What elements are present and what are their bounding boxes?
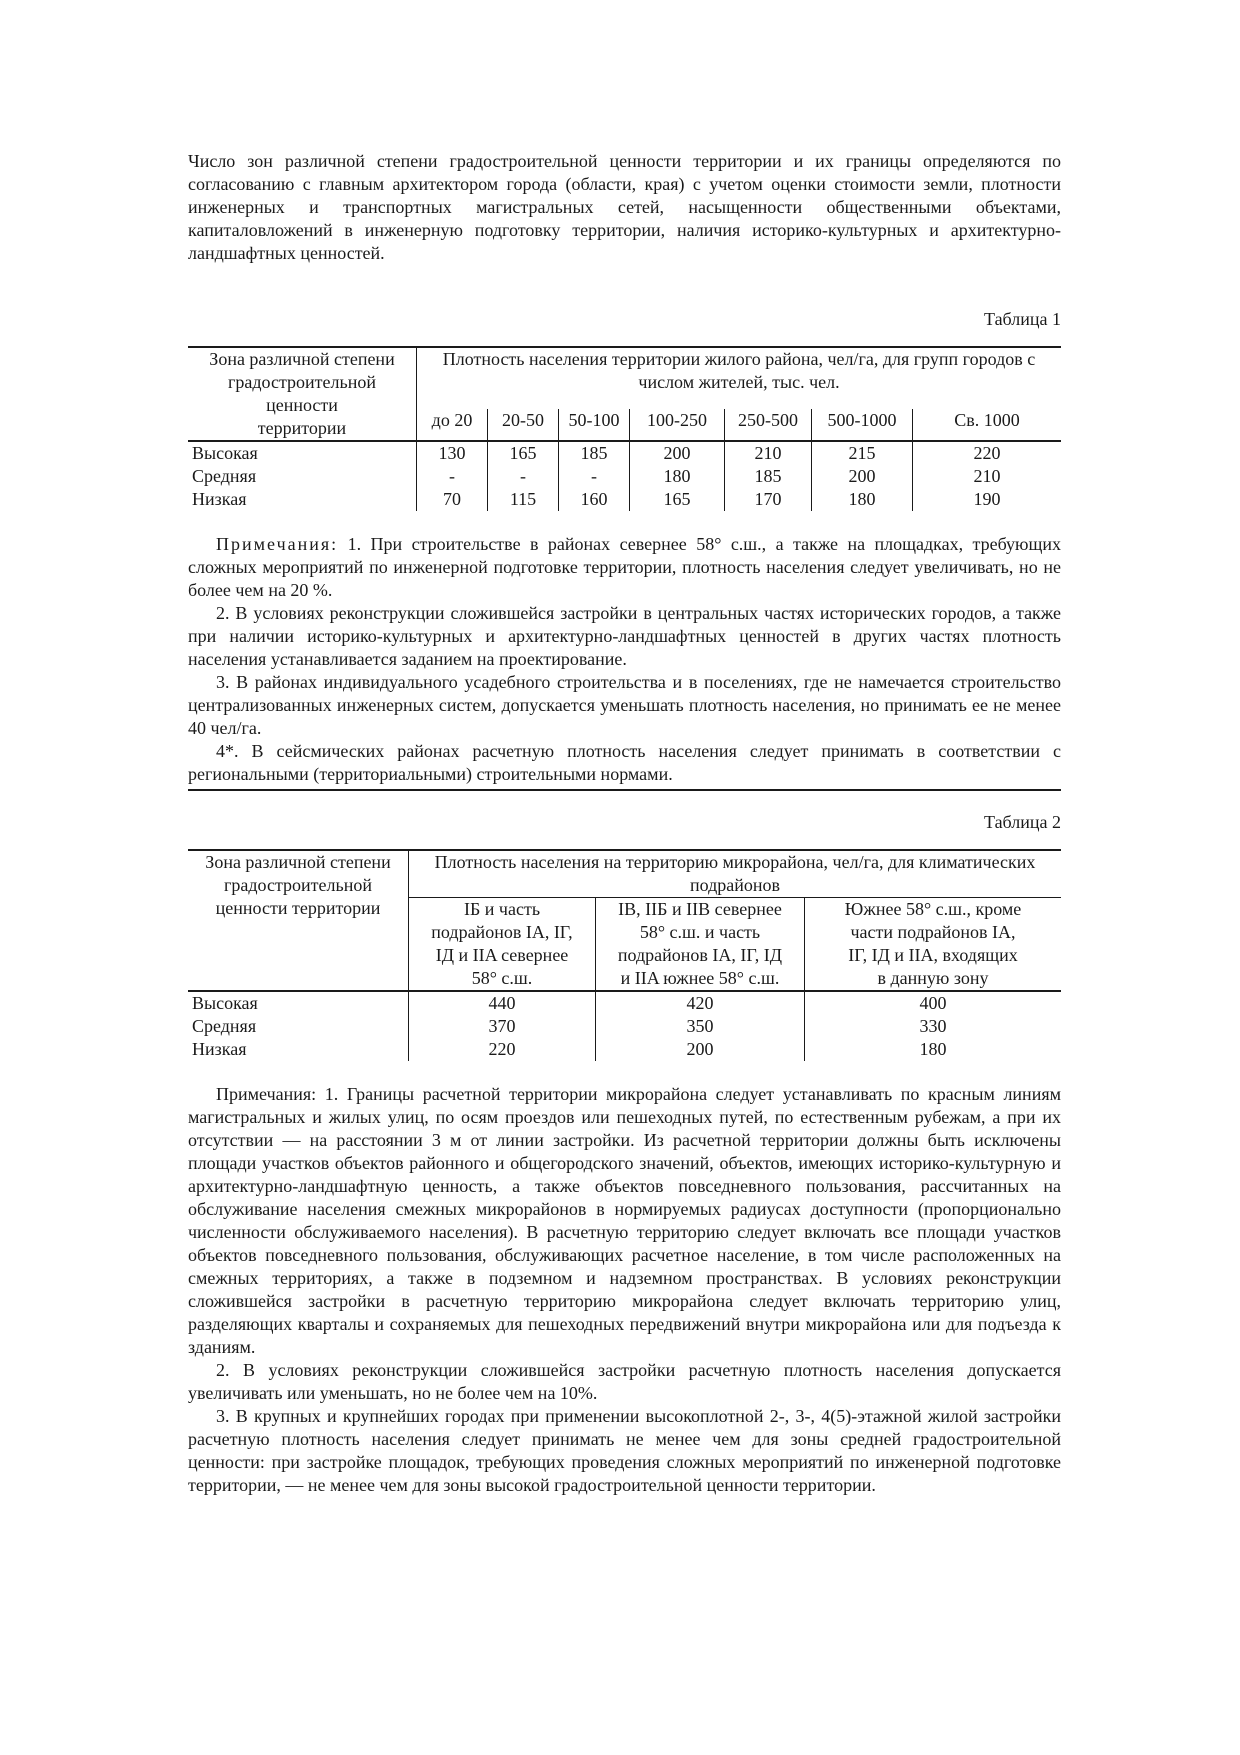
table2-note-2: 2. В условиях реконструкции сложившейся застройки расчетную плотность населения допускается увеличивать или уменьшать, но не более чем на 10%. (188, 1360, 1061, 1403)
table1-value-cell: - (417, 465, 488, 488)
table2-col-header-line: подрайонов IA, IГ, IД (617, 945, 783, 965)
table1-col-header: до 20 (417, 409, 488, 441)
table1-value-cell: 170 (725, 488, 812, 511)
table1-zone-cell: Средняя (188, 465, 417, 488)
table2-col-header-line: IБ и часть (463, 899, 541, 919)
table-row (188, 488, 1061, 511)
table-row (188, 465, 1061, 488)
table2-col-header (409, 898, 596, 992)
table1-zone-header (188, 347, 417, 441)
table1-value-cell: 185 (559, 441, 630, 465)
table1-value-cell: 200 (630, 441, 725, 465)
table1-col-header: 20-50 (488, 409, 559, 441)
table-row (188, 1038, 1061, 1061)
table2-col-header-line: 58° с.ш. (471, 968, 533, 988)
table2 (188, 849, 1061, 1061)
table1-value-cell: 160 (559, 488, 630, 511)
table-row (188, 441, 1061, 465)
table2-note-1: Примечания: 1. Границы расчетной территории микрорайона следует устанавливать по красным линиям магистральных и жилых улиц, по осям проездов или пешеходных путей, по естественным рубежам, а при их отсутствии — на расстоянии 3 м от линии застройки. Из расчетной территории должны быть исключены площади участков объектов районного и общегородского значений, объектов, имеющих историко-культурную и архитектурно-ландшафтную ценность, а также объектов повседневного пользования, рассчитанных на обслуживание населения смежных микрорайонов в нормируемых радиусах доступности (пропорционально численности обслуживаемого населения). В расчетную территорию следует включать все площади участков объектов повседневного пользования, обслуживающих расчетное население, в том числе расположенных на смежных территориях, а также в подземном и надземном пространствах. В условиях реконструкции сложившейся застройки в расчетную территорию микрорайона следует включать территорию улиц, разделяющих кварталы и сохраняемых для пешеходных передвижений внутри микрорайона или для подъезда к зданиям. (188, 1084, 1061, 1357)
table2-col-header-line: в данную зону (877, 968, 989, 988)
table1-value-cell: 165 (488, 441, 559, 465)
table2-note-3: 3. В крупных и крупнейших городах при применении высокоплотной 2-, 3-, 4(5)-этажной жилой застройки расчетную плотность населения следует принимать не менее чем для зоны средней градостроительной ценности: при застройке площадок, требующих проведения сложных мероприятий по инженерной подготовке территории, — не менее чем для зоны высокой градостроительной ценности территории. (188, 1406, 1061, 1495)
table1-value-cell: 220 (973, 443, 1001, 463)
table2-col-header-line: IГ, IД и IIA, входящих (848, 945, 1018, 965)
table1-value-cell: 185 (725, 465, 812, 488)
table1 (188, 346, 1061, 511)
table1-value-cell: 115 (488, 488, 559, 511)
table1-value-cell: 200 (812, 465, 913, 488)
table2-value-cell: 200 (596, 1038, 805, 1061)
table2-col-header-line: части подрайонов IA, (850, 922, 1016, 942)
table1-value-cell: 165 (630, 488, 725, 511)
table1-caption: Таблица 1 (984, 309, 1061, 329)
table2-zone-header-line: ценности территории (215, 898, 381, 918)
table2-zone-cell: Средняя (188, 1015, 409, 1038)
table-row (188, 991, 1061, 1015)
table1-value-cell: 210 (725, 441, 812, 465)
table1-value-cell: 130 (417, 441, 488, 465)
table2-value-cell: 400 (919, 993, 947, 1013)
table2-group-header: Плотность населения на территорию микрорайона, чел/га, для климатических подрайонов (409, 850, 1062, 898)
table1-note-2: 2. В условиях реконструкции сложившейся застройки в центральных частях исторических городов, а также при наличии историко-культурных и архитектурно-ландшафтных ценностей в других частях плотность населения устанавливается заданием на проектирование. (188, 603, 1061, 669)
table2-col-header-line: и IIA южнее 58° с.ш. (620, 968, 780, 988)
table1-zone-cell: Низкая (188, 488, 417, 511)
table2-value-cell: 420 (596, 991, 805, 1015)
table2-value-cell: 220 (409, 1038, 596, 1061)
table1-zone-header-line: Зона различной степени (209, 349, 395, 369)
table1-value-cell: 180 (630, 465, 725, 488)
table2-value-cell: 180 (919, 1039, 947, 1059)
table1-note-1 (188, 533, 1061, 602)
table2-col-header (805, 898, 1062, 992)
table1-group-header: Плотность населения территории жилого района, чел/га, для групп городов с числом жителей, тыс. чел. (442, 349, 1036, 392)
table2-col-header (596, 898, 805, 992)
table2-col-header-line: 58° с.ш. и часть (639, 922, 761, 942)
table1-col-header: 50-100 (559, 409, 630, 441)
table1-col-header: 250-500 (725, 409, 812, 441)
table2-zone-cell: Высокая (188, 991, 409, 1015)
table2-value-cell: 370 (409, 1015, 596, 1038)
table1-col-header: 500-1000 (812, 409, 913, 441)
notes-label: Примечания: (216, 534, 339, 554)
table2-col-header-line: подрайонов IA, IГ, (431, 922, 573, 942)
table-row (188, 1015, 1061, 1038)
table2-zone-header-line: градостроительной (224, 875, 372, 895)
table2-col-header-line: IД и IIA севернее (435, 945, 569, 965)
intro-paragraph: Число зон различной степени градостроительной ценности территории и их границы определяются по согласованию с главным архитектором города (области, края) с учетом оценки стоимости земли, плотности инженерных и транспортных магистральных сетей, насыщенности общественными объектами, капиталовложений в инженерную подготовку территории, наличия историко-культурных и архитектурно-ландшафтных ценностей. (188, 151, 1061, 263)
table1-zone-header-line: территории (257, 418, 347, 438)
table1-col-header: 100-250 (630, 409, 725, 441)
document-page (188, 150, 1061, 1497)
table2-col-header-line: IB, IIБ и IIB севернее (618, 899, 782, 919)
table1-note-4: 4*. В сейсмических районах расчетную плотность населения следует принимать в соответствии с региональными (территориальными) строительными нормами. (188, 741, 1061, 784)
table1-value-cell: - (559, 465, 630, 488)
table1-value-cell: 190 (973, 489, 1001, 509)
table1-value-cell: 215 (812, 441, 913, 465)
table2-zone-header (188, 850, 409, 991)
table2-value-cell: 350 (596, 1015, 805, 1038)
table2-value-cell: 330 (919, 1016, 947, 1036)
table1-value-cell: - (488, 465, 559, 488)
table1-zone-cell: Высокая (188, 441, 417, 465)
table2-col-header-line: Южнее 58° с.ш., кроме (844, 899, 1022, 919)
table2-zone-header-line: Зона различной степени (205, 852, 391, 872)
table2-caption: Таблица 2 (984, 812, 1061, 832)
table1-zone-header-line: градостроительной ценности (228, 372, 376, 415)
table1-value-cell: 70 (417, 488, 488, 511)
table1-value-cell: 180 (812, 488, 913, 511)
note-text: 1. При строительстве в районах севернее 58° с.ш., а также на площадках, требующих сложных мероприятий по инженерной подготовке территории, плотность населения следует увеличивать, но не более чем на 20 %. (188, 534, 1061, 600)
table1-col-header: Св. 1000 (954, 410, 1020, 431)
table2-value-cell: 440 (409, 991, 596, 1015)
table2-zone-cell: Низкая (188, 1038, 409, 1061)
table1-value-cell: 210 (973, 466, 1001, 486)
table1-note-3: 3. В районах индивидуального усадебного строительства и в поселениях, где не намечается строительство централизованных инженерных систем, допускается уменьшать плотность населения, но принимать ее не менее 40 чел/га. (188, 672, 1061, 738)
